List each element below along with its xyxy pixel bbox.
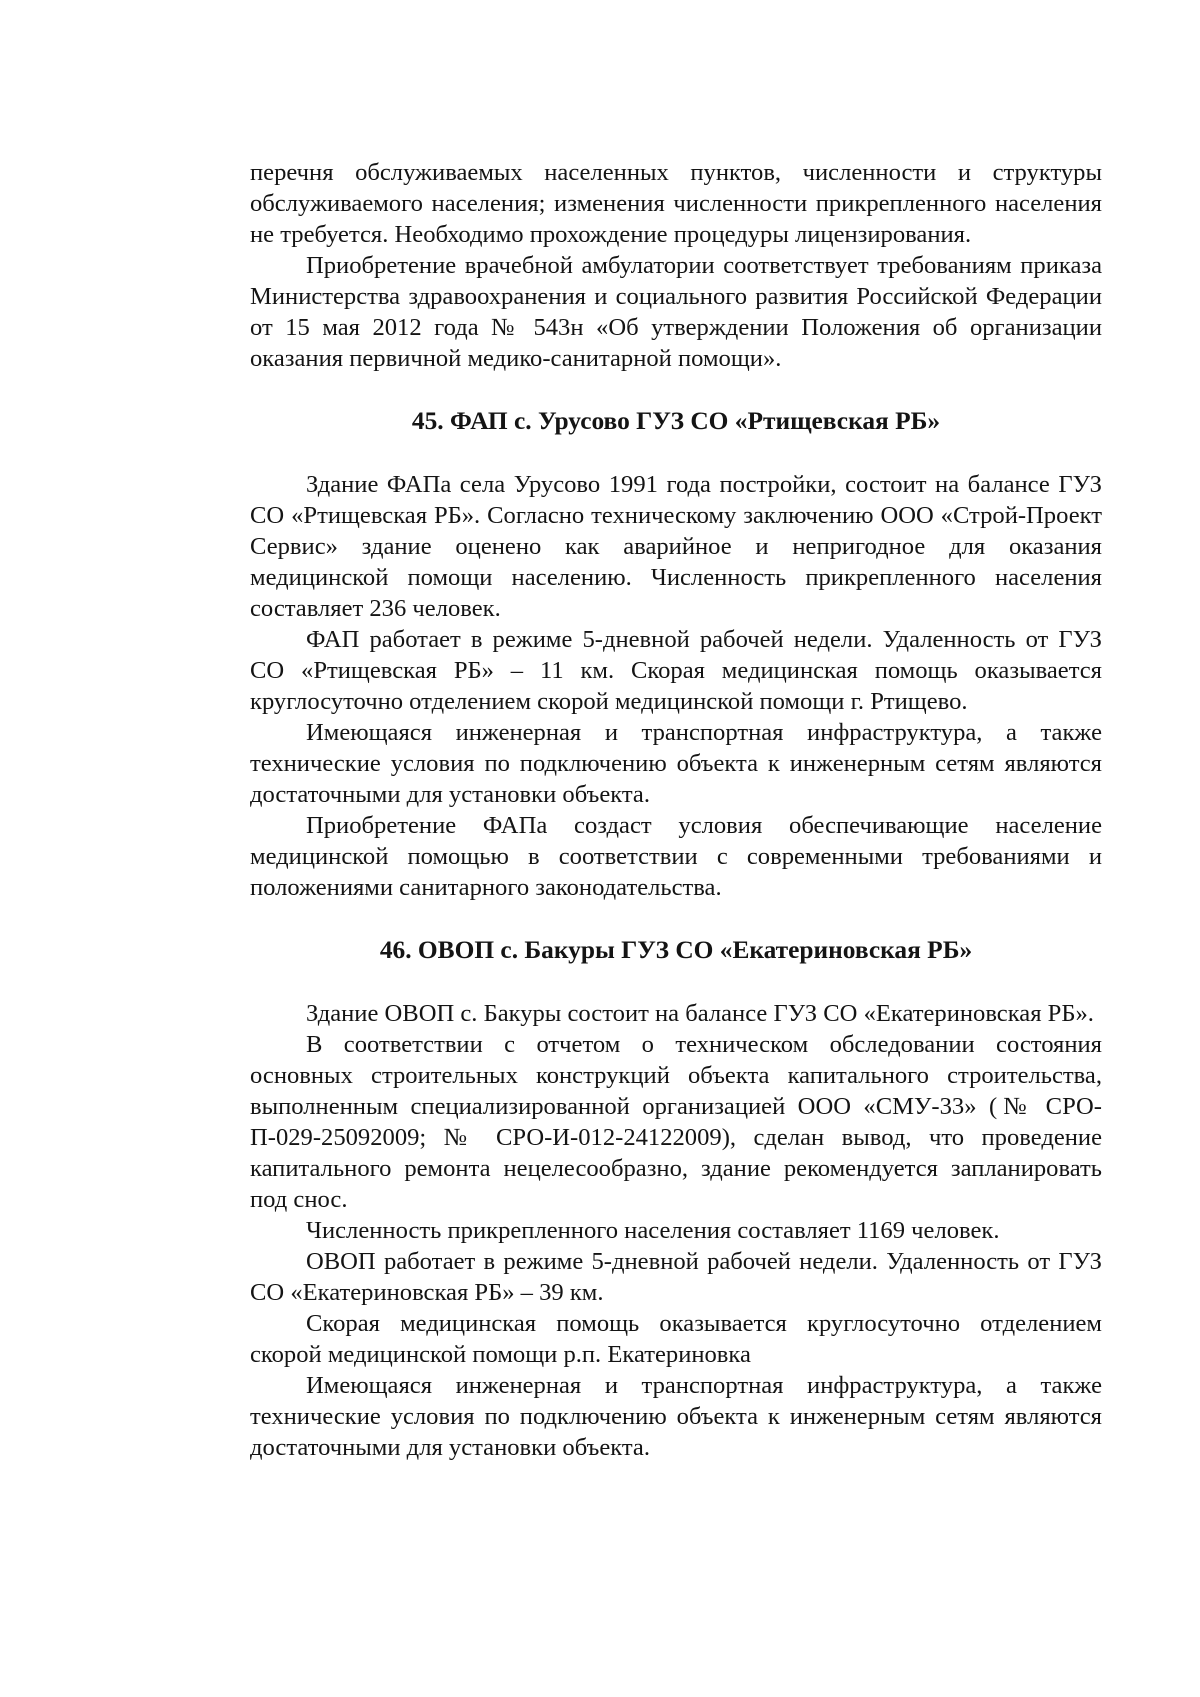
section-45-paragraph-1: Здание ФАПа села Урусово 1991 года постройки, состоит на балансе ГУЗ СО «Ртищевская РБ». Согласно техническому заключению ООО «Строй-Проект Сервис» здание оценено как аварийное и непригодное для оказания медицинской помощи населению. Численность прикрепленного населения составляет 236 человек. [250, 471, 1102, 622]
section-46-paragraph-1: Здание ОВОП с. Бакуры состоит на балансе ГУЗ СО «Екатериновская РБ». [306, 1000, 1094, 1027]
section-46-paragraph-6: Имеющаяся инженерная и транспортная инфраструктура, а также технические условия по подключению объекта к инженерным сетям являются достаточными для установки объекта. [250, 1372, 1102, 1461]
intro-paragraph-2: Приобретение врачебной амбулатории соответствует требованиям приказа Министерства здравоохранения и социального развития Российской Федерации от 15 мая 2012 года № 543н «Об утверждении Положения об организации оказания первичной медико-санитарной помощи». [250, 252, 1102, 372]
spacer [250, 374, 1102, 406]
intro-paragraph-1: перечня обслуживаемых населенных пунктов, численности и структуры обслуживаемого населения; изменения численности прикрепленного населения не требуется. Необходимо прохождение процедуры лицензирования. [250, 159, 1102, 248]
section-46-paragraph-3: Численность прикрепленного населения составляет 1169 человек. [306, 1217, 1000, 1244]
document-page [250, 157, 1102, 1463]
section-46-paragraph-4: ОВОП работает в режиме 5-дневной рабочей недели. Удаленность от ГУЗ СО «Екатериновская РБ» – 39 км. [250, 1248, 1102, 1306]
section-46-title: 46. ОВОП с. Бакуры ГУЗ СО «Екатериновская РБ» [379, 936, 973, 964]
section-45-title: 45. ФАП с. Урусово ГУЗ СО «Ртищевская РБ» [411, 407, 941, 435]
spacer [250, 903, 1102, 935]
section-45-paragraph-4: Приобретение ФАПа создаст условия обеспечивающие население медицинской помощью в соответствии с современными требованиями и положениями санитарного законодательства. [250, 812, 1102, 901]
spacer [250, 437, 1102, 469]
spacer [250, 966, 1102, 998]
section-45-paragraph-3: Имеющаяся инженерная и транспортная инфраструктура, а также технические условия по подключению объекта к инженерным сетям являются достаточными для установки объекта. [250, 719, 1102, 808]
section-45-paragraph-2: ФАП работает в режиме 5-дневной рабочей недели. Удаленность от ГУЗ СО «Ртищевская РБ» – 11 км. Скорая медицинская помощь оказывается круглосуточно отделением скорой медицинской помощи г. Ртищево. [250, 626, 1102, 715]
section-46-paragraph-5: Скорая медицинская помощь оказывается круглосуточно отделением скорой медицинской помощи р.п. Екатериновка [250, 1310, 1102, 1368]
section-46-paragraph-2: В соответствии с отчетом о техническом обследовании состояния основных строительных конструкций объекта капитального строительства, выполненным специализированной организацией ООО «СМУ-33» (№ СРО-П-029-25092009; № СРО-И-012-24122009), сделан вывод, что проведение капитального ремонта нецелесообразно, здание рекомендуется запланировать под снос. [250, 1031, 1102, 1213]
